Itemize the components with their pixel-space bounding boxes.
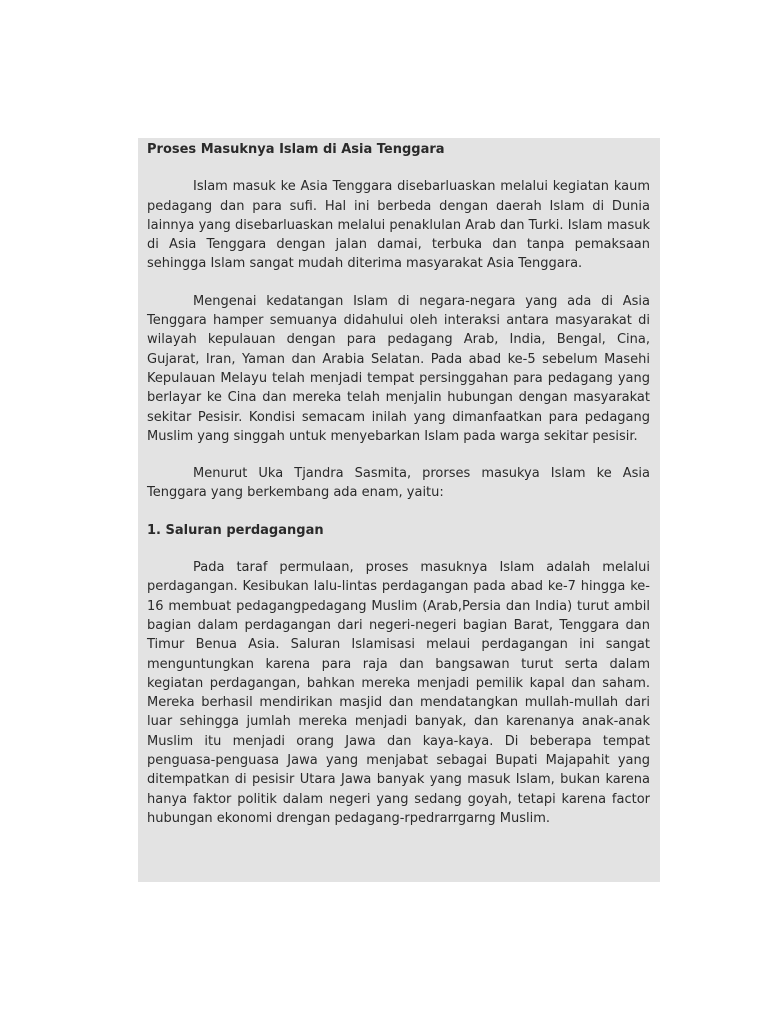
document-content bbox=[147, 140, 650, 828]
spacer bbox=[147, 274, 650, 292]
spacer bbox=[147, 159, 650, 177]
paragraph-1: Islam masuk ke Asia Tenggara disebarluaskan melalui kegiatan kaum pedagang dan para sufi. Hal ini berbeda dengan daerah Islam di Dunia lainnya yang disebarluaskan melalui penaklulan Arab dan Turki. Islam masuk di Asia Tenggara dengan jalan damai, terbuka dan tanpa pemaksaan sehingga Islam sangat mudah diterima masyarakat Asia Tenggara. bbox=[147, 179, 650, 272]
paragraph-2: Mengenai kedatangan Islam di negara-negara yang ada di Asia Tenggara hamper semuanya didahului oleh interaksi antara masyarakat di wilayah kepulauan dengan para pedagang Arab, India, Bengal, Cina, Gujarat, Iran, Yaman dan Arabia Selatan. Pada abad ke-5 sebelum Masehi Kepulauan Melayu telah menjadi tempat persinggahan para pedagang yang berlayar ke Cina dan mereka telah menjalin hubungan dengan masyarakat sekitar Pesisir. Kondisi semacam inilah yang dimanfaatkan para pedagang Muslim yang singgah untuk menyebarkan Islam pada warga sekitar pesisir. bbox=[147, 293, 650, 444]
spacer bbox=[147, 503, 650, 521]
paragraph-3: Menurut Uka Tjandra Sasmita, prorses masukya Islam ke Asia Tenggara yang berkembang ada enam, yaitu: bbox=[147, 466, 650, 501]
document-page bbox=[138, 138, 660, 882]
section-paragraph: Pada taraf permulaan, proses masuknya Islam adalah melalui perdagangan. Kesibukan lalu-lintas perdagangan pada abad ke-7 hingga ke-16 membuat pedagangpedagang Muslim (Arab,Persia dan India) turut ambil bagian dalam perdagangan dari negeri-negeri bagian Barat, Tenggara dan Timur Benua Asia. Saluran Islamisasi melaui perdagangan ini sangat menguntungkan karena para raja dan bangsawan turut serta dalam kegiatan perdagangan, bahkan mereka menjadi pemilik kapal dan saham. Mereka berhasil mendirikan masjid dan mendatangkan mullah-mullah dari luar sehingga jumlah mereka menjadi banyak, dan karenanya anak-anak Muslim itu menjadi orang Jawa dan kaya-kaya. Di beberapa tempat penguasa-penguasa Jawa yang menjabat sebagai Bupati Majapahit yang ditempatkan di pesisir Utara Jawa banyak yang masuk Islam, bukan karena hanya faktor politik dalam negeri yang sedang goyah, tetapi karena factor hubungan ekonomi drengan pedagang-rpedrarrgarng Muslim. bbox=[147, 560, 650, 826]
spacer bbox=[147, 540, 650, 558]
document-title: Proses Masuknya Islam di Asia Tenggara bbox=[147, 142, 445, 157]
section-heading: 1. Saluran perdagangan bbox=[147, 522, 324, 538]
spacer bbox=[147, 446, 650, 464]
